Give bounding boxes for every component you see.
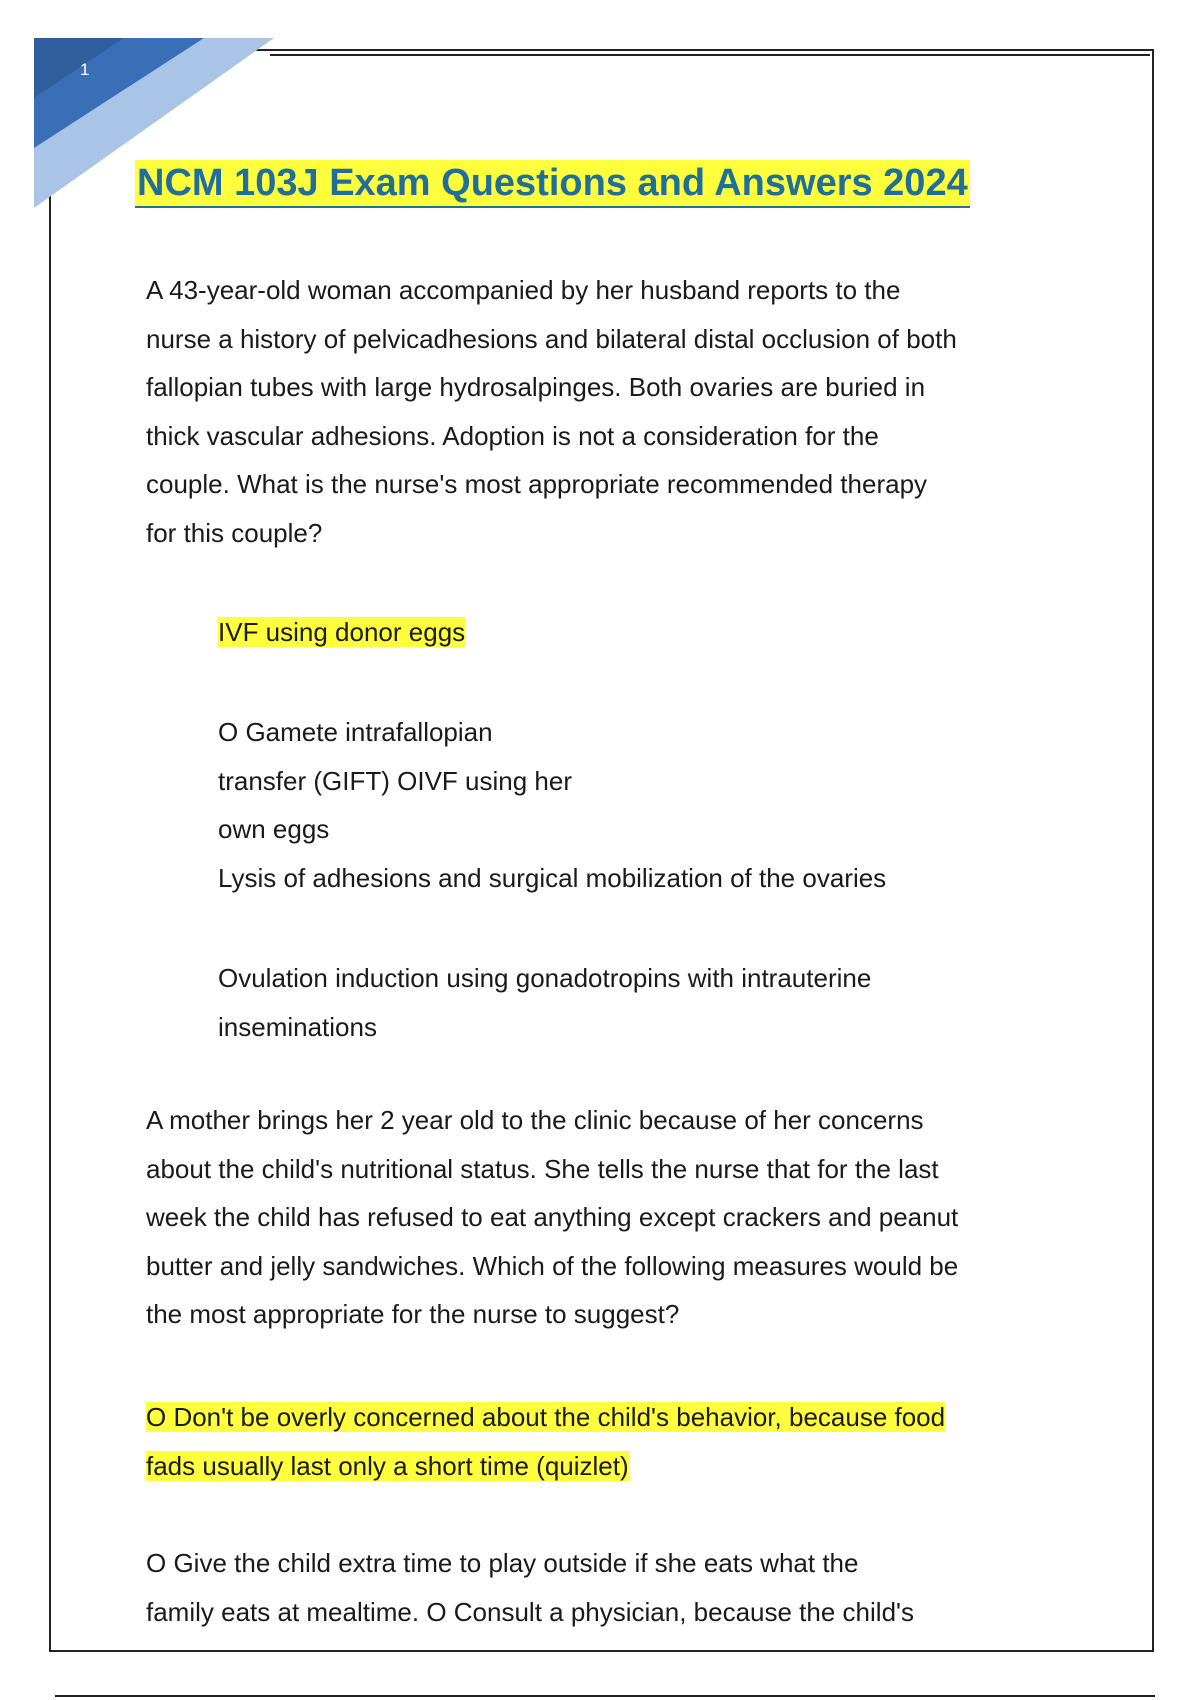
question-line: A mother brings her 2 year old to the clinic because of her concerns [146,1105,924,1135]
question-1-text [146,266,1046,557]
option-line: O Give the child extra time to play outside if she eats what the [146,1548,859,1578]
question-2-options [146,1539,1046,1636]
option-line: family eats at mealtime. O Consult a physician, because the child's [146,1596,914,1627]
question-line: about the child's nutritional status. She tells the nurse that for the last [146,1153,939,1184]
question-2-answer [146,1393,1046,1490]
question-line: butter and jelly sandwiches. Which of the following measures would be [146,1250,959,1281]
option-line: transfer (GIFT) OIVF using her [218,765,572,796]
question-line: couple. What is the nurse's most appropriate recommended therapy [146,469,928,499]
question-line: nurse a history of pelvicadhesions and bilateral distal occlusion of both [146,323,957,354]
highlighted-answer: IVF using donor eggs [218,617,466,647]
question-1-answer [218,608,465,657]
option-line: own eggs [218,814,330,844]
question-1-options-continued [218,954,1018,1051]
highlighted-answer-line: fads usually last only a short time (quizlet) [146,1450,629,1481]
question-line: week the child has refused to eat anything except crackers and peanut [146,1202,959,1232]
option-line: O Gamete intrafallopian [218,717,493,747]
option-line: Lysis of adhesions and surgical mobilization of the ovaries [218,862,887,893]
option-line: inseminations [218,1011,377,1042]
header-rule [270,54,1150,56]
highlighted-answer-line: O Don't be overly concerned about the child's behavior, because food [146,1402,946,1432]
document-title: NCM 103J Exam Questions and Answers 2024 [135,160,970,208]
question-line: thick vascular adhesions. Adoption is not a consideration for the [146,420,879,451]
question-line: fallopian tubes with large hydrosalpinges. Both ovaries are buried in [146,372,926,402]
option-line: Ovulation induction using gonadotropins with intrauterine [218,963,872,993]
question-line: for this couple? [146,517,323,548]
question-line: the most appropriate for the nurse to suggest? [146,1299,680,1329]
question-1-options [218,708,886,902]
question-2-text [146,1096,1046,1339]
question-line: A 43-year-old woman accompanied by her husband reports to the [146,275,901,305]
footer-rule [55,1695,1155,1697]
page-number: 1 [80,60,90,79]
